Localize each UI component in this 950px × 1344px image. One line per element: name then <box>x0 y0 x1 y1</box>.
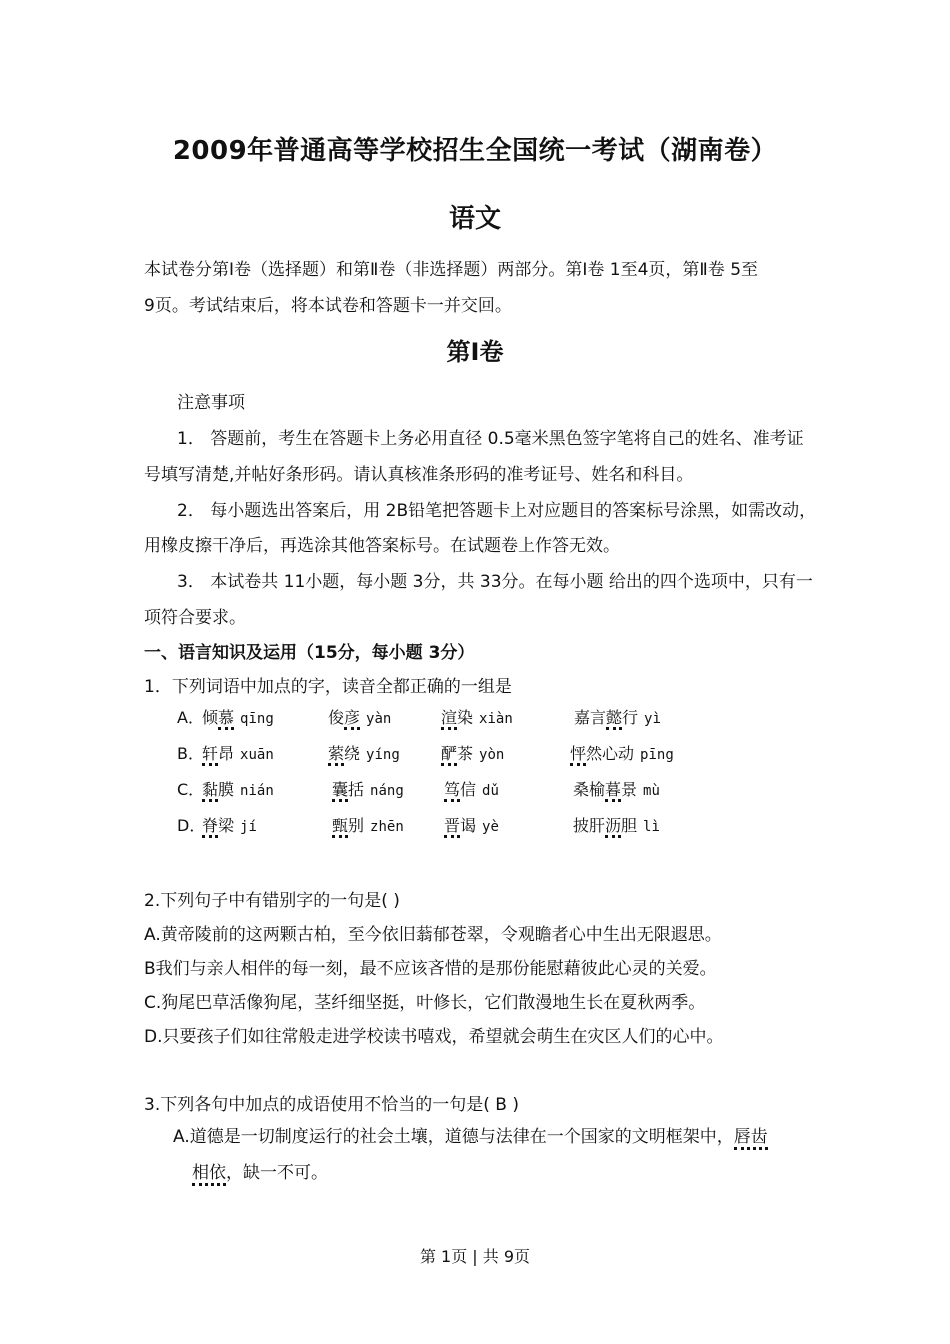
q2-option-a: A.黄帝陵前的这两颗古柏，至今依旧蓊郁苍翠，令观瞻者心中生出无限遐思。 <box>144 925 722 945</box>
q1-option-d-item-4: 披肝沥胆 lì <box>573 813 660 836</box>
q1-option-d-label: D． <box>177 816 206 835</box>
q1-option-c-item-4: 桑榆暮景 mù <box>573 777 660 800</box>
q1-option-c-item-1: 黏膜 nián <box>202 777 274 800</box>
volume-title: 第Ⅰ卷 <box>446 338 504 366</box>
subject-title: 语文 <box>448 204 501 234</box>
q1-option-b-item-4: 怦然心动 pīng <box>570 741 674 764</box>
q3-option-a-line-1: A.道德是一切制度运行的社会土壤，道德与法律在一个国家的文明框架中，唇齿 <box>173 1122 768 1147</box>
intro-line-2: 9页。考试结束后，将本试卷和答题卡一并交回。 <box>144 296 512 316</box>
note-3-line-1: 3． 本试卷共 11小题，每小题 3分，共 33分。在每小题 给出的四个选项中，只有一 <box>177 572 813 592</box>
q1-option-d-item-3: 晋谒 yè <box>444 813 499 836</box>
q1-option-a-item-4: 嘉言懿行 yì <box>574 705 661 728</box>
note-1-line-2: 号填写清楚,并帖好条形码。请认真核准条形码的准考证号、姓名和科目。 <box>144 465 694 485</box>
q3-option-a-line-2: 相依，缺一不可。 <box>192 1158 328 1183</box>
q1-option-a-label: A． <box>177 708 204 727</box>
q1-option-a-item-2: 俊彦 yàn <box>328 705 391 728</box>
q3-stem: 3.下列各句中加点的成语使用不恰当的一句是( B ) <box>144 1095 519 1115</box>
q1-option-b-label: B． <box>177 744 204 763</box>
q1-option-b-item-3: 酽茶 yòn <box>441 741 504 764</box>
q2-option-d: D.只要孩子们如往常般走进学校读书嘻戏，希望就会萌生在灾区人们的心中。 <box>144 1027 724 1047</box>
q1-option-a-item-3: 渲染 xiàn <box>441 705 513 728</box>
note-3-line-2: 项符合要求。 <box>144 608 246 628</box>
q1-option-c-item-3: 笃信 dǔ <box>444 777 499 800</box>
q1-option-a-item-1: 倾慕 qīng <box>202 705 274 728</box>
q2-option-b: B我们与亲人相伴的每一刻，最不应该吝惜的是那份能慰藉彼此心灵的关爱。 <box>144 959 717 979</box>
q1-option-c-item-2: 囊括 náng <box>332 777 404 800</box>
note-2-line-2: 用橡皮擦干净后，再选涂其他答案标号。在试题卷上作答无效。 <box>144 536 620 556</box>
section-1-title: 一、语言知识及运用（15分，每小题 3分） <box>144 643 475 663</box>
q1-option-d-item-1: 脊梁 jí <box>202 813 257 836</box>
q1-stem: 1．下列词语中加点的字，读音全都正确的一组是 <box>144 677 512 697</box>
q1-option-c-label: C． <box>177 780 205 799</box>
q2-option-c: C.狗尾巴草活像狗尾，茎纤细坚挺，叶修长，它们散漫地生长在夏秋两季。 <box>144 993 706 1013</box>
notes-heading: 注意事项 <box>177 393 245 413</box>
note-1-line-1: 1． 答题前，考生在答题卡上务必用直径 0.5毫米黑色签字笔将自己的姓名、准考证 <box>177 429 804 449</box>
q1-option-b-item-2: 萦绕 yíng <box>328 741 400 764</box>
intro-line-1: 本试卷分第Ⅰ卷（选择题）和第Ⅱ卷（非选择题）两部分。第Ⅰ卷 1至4页，第Ⅱ卷 5至 <box>144 260 759 280</box>
q2-stem: 2.下列句子中有错别字的一句是( ) <box>144 891 400 911</box>
q1-option-d-item-2: 甄别 zhēn <box>332 813 404 836</box>
exam-title: 2009年普通高等学校招生全国统一考试（湖南卷） <box>172 136 778 166</box>
q1-option-b-item-1: 轩昂 xuān <box>202 741 274 764</box>
note-2-line-1: 2． 每小题选出答案后，用 2B铅笔把答题卡上对应题目的答案标号涂黑，如需改动， <box>177 501 817 521</box>
page-footer: 第 1页 | 共 9页 <box>419 1247 531 1266</box>
